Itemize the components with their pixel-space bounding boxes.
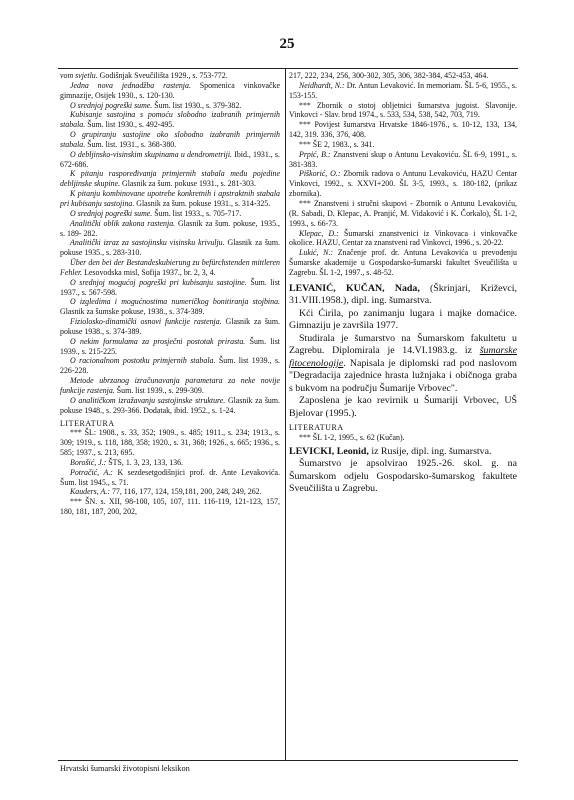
biography-paragraph: [289, 458, 517, 496]
text-run: ŠTS, 1. 3, 23, 133, 136.: [106, 457, 184, 467]
text-run: Šum. list 1930., s. 379-382.: [152, 100, 242, 110]
reference-item: [60, 110, 280, 130]
reference-item: [289, 81, 517, 101]
text-run: Zbornik radova o Antunu Levakoviću, HAZU Centar Vinkovci, 1992., s. XXVI+200. ŠL 3-5, 1993., s. 180-182, (prikaz zbornika).: [289, 169, 517, 199]
text-run: Šum. list 1939., s. 215-225.: [60, 336, 280, 356]
text-run: Über den bei der Bestandeskubierung zu befürchstenden mittleren Fehler.: [60, 258, 280, 277]
reference-item: [60, 376, 280, 396]
reference-item: [289, 120, 517, 140]
page-number: 25: [279, 36, 295, 52]
text-run: *** Znanstveni i stručni skupovi - Zbornik o Antunu Levakoviću, (R. Sabadi, D. Klepac, A. Pranjić, M. Vidaković i K. Čorkalo), ŠL 1-2, 1993., s. 66-73.: [289, 198, 517, 228]
reference-item: [289, 199, 517, 229]
reference-item: [60, 130, 280, 150]
reference-item: [289, 169, 517, 199]
reference-item: [289, 229, 517, 249]
text-run: Zaposlena je kao revirnik u Šumariji Vrbovec, UŠ Bjelovar (1995.).: [289, 395, 517, 419]
text-run: Značenje prof. dr. Antuna Levakovića u prevođenju Šumarske akademije u Gospodarsko-šumarski fakultet Sveučilišta u Zagrebu. ŠL 1-2, 1997., s. 48-52.: [289, 248, 517, 277]
reference-item: [60, 487, 280, 497]
text-run: Šum. list 1937., s. 567-598.: [60, 277, 280, 297]
reference-item: [289, 433, 517, 443]
text-run: K sezdesetgodišnjici prof. dr. Ante Levakovića. Šum. list 1945., s. 71.: [60, 467, 280, 487]
text-run: vom svjetlu.: [60, 71, 98, 80]
text-run: Klepac, D.:: [299, 228, 339, 238]
text-run: Potračić, A.:: [70, 467, 113, 477]
header-rule: [58, 68, 518, 69]
text-run: Metode ubrzanog izračunavanja parametara za neke novije funkcije rastenja.: [60, 376, 280, 395]
reference-item: [60, 497, 280, 517]
text-run: Glasnik za šumske pokuse, 1938., s. 374-389.: [60, 307, 205, 317]
reference-item: [60, 209, 280, 219]
text-run: . Napisala je diplomski rad pod naslovom "Degradacija zajednice hrasta lužnjaka i običnoga graba s bukvom na području Šumarije Vrbovec".: [289, 357, 517, 394]
biography-paragraph: [289, 395, 517, 420]
text-run: Šum. list. 1931., s. 368-380.: [85, 139, 177, 149]
text-run: Borošić, J.:: [70, 457, 107, 467]
text-run: K pitanju raspoređivanja primjernih stabala među pojedine debljinske skupine.: [60, 169, 280, 189]
text-run: O grupiranju sastojine oko slobodno izabranih primjernih stabala.: [60, 130, 280, 149]
text-run: Analitički izraz za sastojinsku visinsku krivulju.: [70, 238, 225, 248]
reference-item: [289, 140, 517, 150]
text-run: Godišnjak Sveučilišta 1929., s. 753-772.: [97, 71, 228, 80]
text-run: Lesovodska misl, Sofija 1937., br. 2, 3, 4.: [82, 267, 216, 277]
reference-item: [289, 150, 517, 170]
reference-item: [60, 396, 280, 416]
literature-heading: [289, 423, 517, 433]
text-run: Glasnik za šum. pokuse 1931., s. 281-303.: [120, 179, 256, 189]
reference-item: [60, 278, 280, 298]
reference-item: [60, 238, 280, 258]
text-run: Znanstveni skup o Antunu Levakoviću. ŠL 6-9, 1991., s. 381-383.: [289, 149, 517, 169]
reference-item: [60, 189, 280, 209]
text-run: K pitanju kombinovane upotrebe konkretnih i apstraktnih stabala pri kubisanju sastojina.: [60, 189, 280, 208]
text-run: Jedna nova jednadžba rastenja.: [70, 80, 191, 90]
text-run: *** ŠN. s. XII, 98-100, 105, 107, 111. 116-119, 121-123, 157, 180, 181, 187, 200, 202,: [60, 497, 280, 517]
text-run: Lukić, N.:: [299, 248, 334, 258]
reference-item: [60, 428, 280, 458]
text-run: Šumarstvo je apsolvirao 1925.-26. skol. g. na Šumarskom odjelu Gospodarsko-šumarskog fakultete Sveučilišta u Zagrebu.: [289, 458, 517, 495]
text-run: Glasnik za šum. pokuse 1948., s. 293-366. Dodatak, ibid. 1952., s. 1-24.: [60, 395, 280, 415]
text-run: O analitičkom izražavanju sastojinske strukture.: [70, 395, 226, 405]
text-run: O izgledima i mogućnostima numeričkog bonitiranja stojbina.: [70, 297, 280, 307]
text-run: O srednjoj mogućoj pogreški pri kubisanju sastojine.: [70, 277, 247, 287]
text-run: *** ŠE 2, 1983., s. 341.: [299, 139, 375, 149]
reference-item: [60, 337, 280, 357]
text-run: Glasnik za šum. pokuse 1938., s. 374-389.: [60, 317, 280, 336]
text-run: Fiziolosko-dinamički osnovi funkcije rastenja.: [70, 317, 222, 327]
text-run: O nekim formulama za prosječni postotak prirasta.: [70, 336, 246, 346]
text-run: O srednjoj pogreški sume.: [70, 100, 153, 110]
text-run: Kubisanje sastojina s pomoću slobodno izabranih primjernih stabala.: [60, 110, 280, 130]
text-run: Šum. list 1933., s. 705-717.: [152, 208, 242, 218]
text-run: Glasnik za šum. pokuse, 1935., s. 189- 282.: [60, 218, 280, 238]
text-run: Šum. list 1930., s. 492-495.: [85, 120, 175, 130]
text-run: *** Zbornik o stotoj obljetnici šumarstva jugoist. Slavonije. Vinkovci - Slav. brod 1974., s. 533, 534, 538, 542, 703, 719.: [289, 100, 517, 120]
text-run: Kći Ćirila, po zanimanju lugara i majke domaćice. Gimnaziju je završila 1977.: [289, 307, 517, 332]
biography-paragraph: [289, 333, 517, 396]
text-run: Glasnik za šum. pokuse 1931., s. 314-325.: [134, 198, 271, 208]
text-run: (Škrinjari, Križevci, 31.VIII.1958.), dipl. ing. šumarstva.: [289, 282, 517, 307]
text-run: Šum. list 1939., s. 299-309.: [114, 386, 204, 395]
reference-item: [60, 81, 280, 101]
column-separator: [285, 68, 286, 760]
reference-item: [60, 297, 280, 317]
biography-paragraph: [289, 308, 517, 333]
text-run: LEVICKI, Leonid,: [289, 445, 369, 457]
text-run: Ibid., 1931., s. 672-686.: [60, 149, 280, 169]
text-run: *** Povijest šumarstva Hrvatske 1846-1976., s. 10-12, 133, 134, 142, 319. 336, 376, 408.: [289, 120, 517, 140]
footer-rule: [58, 760, 518, 761]
text-run: *** ŠL 1-2, 1995., s. 62 (Kučan).: [299, 433, 405, 443]
reference-item: [60, 101, 280, 111]
text-run: Dr. Antun Levaković. In memoriam. ŠL 5-6, 1955., s. 153-155.: [289, 80, 517, 100]
text-run: O debljinsko-visinskim skupinama u dendrometriji.: [70, 149, 233, 159]
reference-item: [289, 248, 517, 278]
text-run: Šum. list 1939., s. 226-228.: [60, 356, 280, 376]
text-run: Neidhardt, N.:: [299, 80, 345, 90]
footer-title: Hrvatski šumarski životopisni leksikon: [60, 764, 190, 773]
paragraph: [60, 71, 280, 81]
text-run: Piškorić, O.:: [299, 169, 341, 179]
text-run: Šumarski znanstvenici iz Vinkovaca i vinkovačke okolice. HAZU, Centar za znanstveni rad Vinkovci, 1996., s. 20-22.: [289, 228, 517, 248]
paragraph: [289, 71, 517, 81]
biography-heading: [289, 283, 517, 308]
text-run: iz Rusije, dipl. ing. šumarstva.: [368, 445, 492, 457]
literature-heading: [60, 419, 280, 429]
reference-item: [60, 468, 280, 488]
left-column: [60, 71, 280, 517]
text-run: šumarske fitocenologije: [289, 345, 517, 369]
text-run: O racionalnom postotku primjernih stabala.: [70, 356, 216, 366]
reference-item: [60, 258, 280, 278]
text-run: Spomenica vinkovačke gimnazije, Osijek 1930., s. 120-130.: [60, 80, 280, 100]
text-run: 77, 116, 177, 124, 159,181, 200, 248, 249, 262.: [109, 487, 262, 497]
text-run: LITERATURA: [60, 418, 115, 428]
reference-item: [60, 356, 280, 376]
text-run: LEVANIĆ, KUČAN, Nada,: [289, 282, 420, 294]
reference-item: [60, 219, 280, 239]
text-run: Analitički oblik zakona rastenja.: [70, 218, 176, 228]
reference-item: [289, 101, 517, 121]
reference-item: [60, 458, 280, 468]
reference-item: [60, 169, 280, 189]
text-run: Prpić, B.:: [299, 149, 331, 159]
reference-item: [60, 150, 280, 170]
text-run: Kauders, A.:: [70, 487, 110, 497]
text-run: 217, 222, 234, 256, 300-302, 305, 306, 382-384, 452-453, 464.: [289, 71, 489, 80]
biography-heading: [289, 446, 517, 459]
text-run: Glasnik za šum. pokuse 1935., s. 283-310.: [60, 238, 280, 258]
text-run: Studirala je šumarstvo na Šumarskom fakultetu u Zagrebu. Diplomirala je 14.VI.1983.g. iz: [289, 332, 517, 357]
right-column: [289, 71, 517, 496]
text-run: O srednjoj pogreški sume.: [70, 208, 153, 218]
text-run: *** ŠL: 1908., s. 33, 352; 1909., s. 485; 1911., s. 234; 1913., s. 309; 1919., s. 118, 188, 358; 1920., s. 31, 368; 1926., s. 665; 1936., s. 585; 1937., s. 213, 695.: [60, 428, 280, 458]
text-run: LITERATURA: [289, 423, 344, 433]
reference-item: [60, 317, 280, 337]
